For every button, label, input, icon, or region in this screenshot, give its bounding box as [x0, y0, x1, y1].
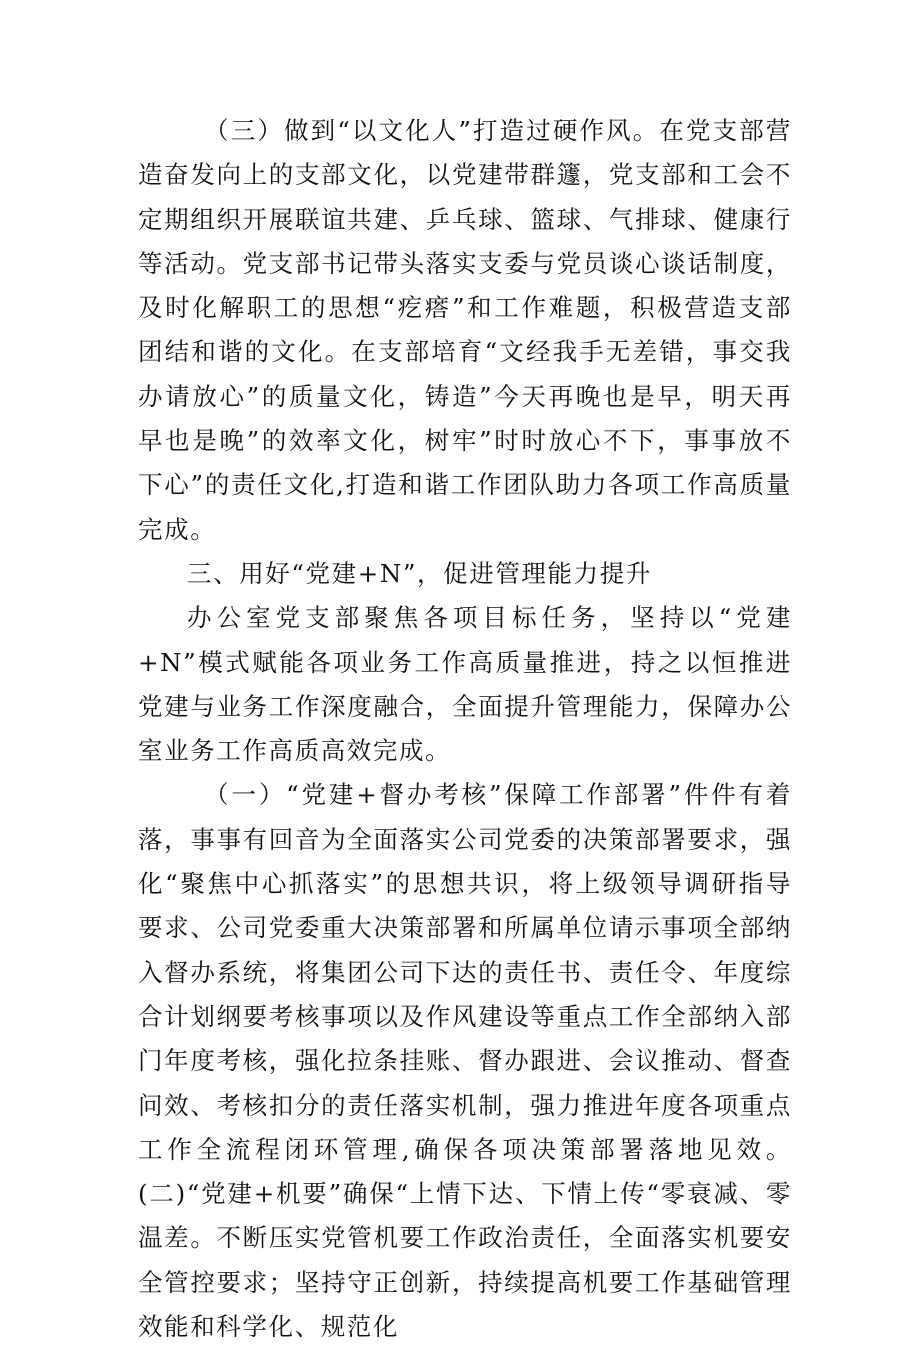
paragraph-section-3-culture: （三）做到“以文化人”打造过硬作风。在党支部营造奋发向上的支部文化，以党建带群籧，党支部和工会不定期组织开展联谊共建、乒乓球、篮球、气排球、健康行等活动。党支部书记带头落实支委与党员谈心谈话制度，及时化解职工的思想“疙瘩”和工作难题，积极营造支部团结和谐的文化。在支部培育“文经我手无差错，事交我办请放心”的质量文化，铸造”今天再晚也是早，明天再早也是晚”的效率文化，树牢”时时放心不下，事事放不下心”的责任文化,打造和谐工作团队助力各项工作高质量完成。: [138, 116, 792, 544]
paragraph-supervision-and-confidential: （一）“党建+督办考核”保障工作部署”件件有着落，事事有回音为全面落实公司党委的决策部署要求，强化“聚焦中心抓落实”的思想共识，将上级领导调研指导要求、公司党委重大决策部署和所属单位请示事项全部纳入督办系统，将集团公司下达的责任书、责任令、年度综合计划纲要考核事项以及作风建设等重点工作全部纳入部门年度考核，强化拉条挂账、督办跟进、会议推动、督查问效、考核扣分的责任落实机制，强力推进年度各项重点工作全流程闭环管理,确保各项决策部署落地见效。(二)“党建+机要”确保“上情下达、下情上传“零衰减、零温差。不断压实党管机要工作政治责任，全面落实机要安全管控要求；坚持守正创新，持续提高机要工作基础管理效能和科学化、规范化: [138, 780, 792, 1342]
document-body: [138, 109, 792, 1349]
section-heading-party-building-n: 三、用好“党建+N”，促进管理能力提升: [187, 558, 652, 588]
paragraph-office-party-branch: 办公室党支部聚焦各项目标任务，坚持以“党建+N”模式赋能各项业务工作高质量推进，持之以恒推进党建与业务工作深度融合，全面提升管理能力，保障办公室业务工作高质高效完成。: [138, 603, 792, 766]
